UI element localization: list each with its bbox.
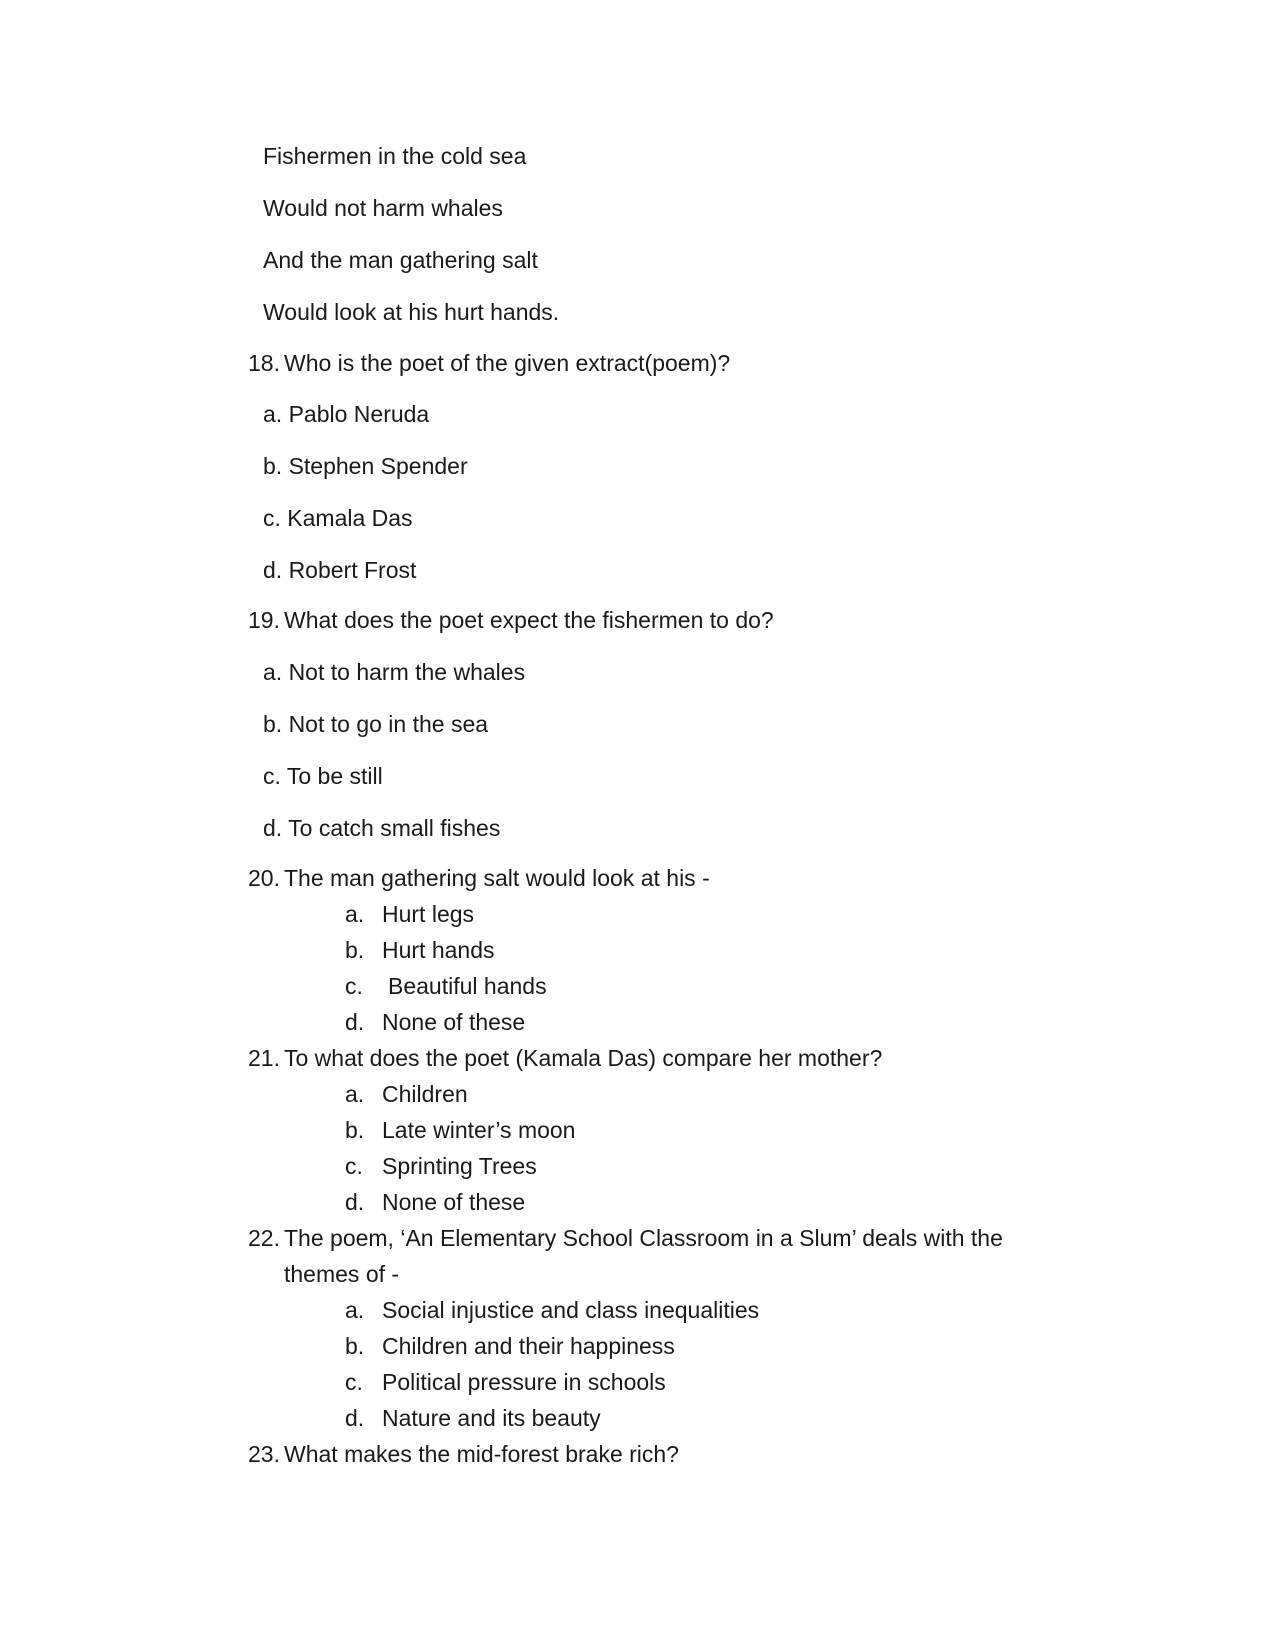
option-letter: a. [345,901,365,927]
option-letter: a. [345,1297,365,1323]
poem-line: And the man gathering salt [263,247,538,273]
poem-line: Fishermen in the cold sea [263,143,527,169]
poem-line: Would look at his hurt hands. [263,299,560,325]
question-text-continued: themes of - [284,1261,400,1287]
option-letter: b. [345,937,365,963]
option-text: Sprinting Trees [382,1153,537,1179]
option: a. Not to harm the whales [263,659,526,685]
option: d. Robert Frost [263,557,417,583]
option-letter: c. [345,1153,363,1179]
question-text: The poem, ‘An Elementary School Classroom in a Slum’ deals with the [284,1225,1003,1251]
option-text: Political pressure in schools [382,1369,666,1395]
question-text: Who is the poet of the given extract(poem)? [284,350,731,376]
option: b. Not to go in the sea [263,711,489,737]
question-text: What does the poet expect the fishermen to do? [284,607,774,633]
question-number: 19. [248,607,280,633]
option-text: Children and their happiness [382,1333,675,1359]
option: d. To catch small fishes [263,815,501,841]
question-text: To what does the poet (Kamala Das) compare her mother? [284,1045,883,1071]
question-number: 22. [248,1225,280,1251]
option-letter: c. [345,1369,363,1395]
option-letter: c. [345,973,363,999]
question-number: 20. [248,865,280,891]
option-text: Hurt legs [382,901,475,927]
question-text: What makes the mid-forest brake rich? [284,1441,679,1467]
question-number: 21. [248,1045,280,1071]
option-text: Children [382,1081,468,1107]
option-text: Social injustice and class inequalities [382,1297,760,1323]
option: c. To be still [263,763,383,789]
option-text: Late winter’s moon [382,1117,576,1143]
option-letter: a. [345,1081,365,1107]
option-text: Nature and its beauty [382,1405,601,1431]
option: c. Kamala Das [263,505,413,531]
question-number: 23. [248,1441,280,1467]
option-text: None of these [382,1189,526,1215]
option-text: Hurt hands [382,937,495,963]
question-number: 18. [248,350,280,376]
option-letter: d. [345,1189,365,1215]
option-letter: d. [345,1405,365,1431]
option-letter: b. [345,1333,365,1359]
question-text: The man gathering salt would look at his - [284,865,710,891]
option-letter: b. [345,1117,365,1143]
option-letter: d. [345,1009,365,1035]
option: b. Stephen Spender [263,453,468,479]
option-text: Beautiful hands [388,973,547,999]
option: a. Pablo Neruda [263,401,430,427]
option-text: None of these [382,1009,526,1035]
poem-line: Would not harm whales [263,195,503,221]
